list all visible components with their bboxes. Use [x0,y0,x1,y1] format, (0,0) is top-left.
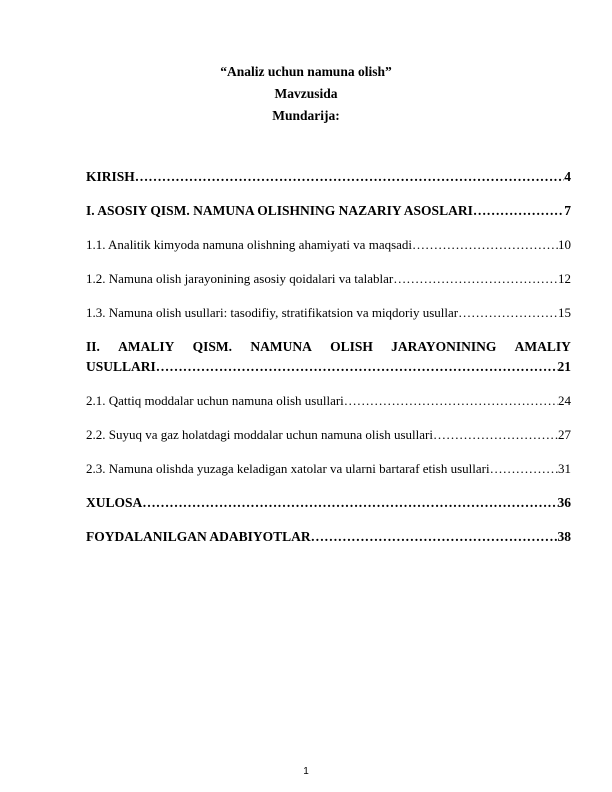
toc-leader-dots [156,357,558,377]
toc-entry-xulosa [86,493,571,513]
toc-leader-dots [433,425,558,445]
contents-heading: Mundarija: [272,108,340,123]
document-title: “Analiz uchun namuna olish” [220,64,392,79]
toc-entry-references [86,527,571,547]
toc-entry-page: 38 [557,529,571,544]
toc-entry-title: 2.1. Qattiq moddalar uchun namuna olish usullari [86,393,344,408]
toc-entry-title-line-2 [86,357,571,377]
toc-entry-page: 24 [558,393,571,408]
toc-entry-page: 7 [564,203,571,218]
toc-leader-dots [344,391,558,411]
toc-title-word: OLISH [330,339,373,354]
toc-entry-title: KIRISH [86,169,135,184]
toc-entry-1-1 [86,235,571,255]
toc-entry-page: 31 [558,461,571,476]
toc-entry-title: FOYDALANILGAN ADABIYOTLAR [86,529,311,544]
toc-entry-page: 27 [558,427,571,442]
toc-title-word: AMALIY [118,339,175,354]
toc-entry-title: 1.3. Namuna olish usullari: tasodifiy, stratifikatsion va miqdoriy usullar [86,305,459,320]
toc-entry-title: XULOSA [86,495,143,510]
toc-title-word: QISM. [192,339,233,354]
toc-entry-2-1 [86,391,571,411]
toc-entry-2-3 [86,459,571,479]
toc-entry-title: 2.2. Suyuq va gaz holatdagi moddalar uchun namuna olish usullari [86,427,433,442]
toc-entry-2-2 [86,425,571,445]
toc-title-word: II. [86,339,100,354]
table-of-contents [86,167,571,561]
document-subtitle: Mavzusida [274,86,338,101]
toc-leader-dots [135,167,564,187]
toc-entry-1-2 [86,269,571,289]
toc-leader-dots [412,235,558,255]
toc-entry-page: 21 [557,359,571,374]
toc-entry-title: 2.3. Namuna olishda yuzaga keladigan xatolar va ularni bartaraf etish usullari [86,461,490,476]
toc-title-word: NAMUNA [250,339,312,354]
toc-entry-title: 1.1. Analitik kimyoda namuna olishning ahamiyati va maqsadi [86,237,413,252]
toc-title-word: AMALIY [514,339,571,354]
toc-title-word: JARAYONINING [391,339,497,354]
toc-entry-kirish [86,167,571,187]
toc-entry-page: 12 [558,271,571,286]
toc-leader-dots [142,493,557,513]
toc-entry-title: 1.2. Namuna olish jarayonining asosiy qoidalari va talablar [86,271,394,286]
toc-leader-dots [473,201,564,221]
toc-entry-title: I. ASOSIY QISM. NAMUNA OLISHNING NAZARIY ASOSLARI [86,203,473,218]
toc-entry-title-line-1 [86,337,571,357]
toc-entry-title: USULLARI [86,359,156,374]
toc-leader-dots [490,459,558,479]
toc-leader-dots [393,269,558,289]
toc-leader-dots [311,527,558,547]
toc-entry-part-2 [86,337,571,377]
toc-entry-page: 4 [564,169,571,184]
toc-entry-page: 10 [558,237,571,252]
toc-entry-1-3 [86,303,571,323]
toc-entry-page: 36 [557,495,571,510]
toc-leader-dots [458,303,558,323]
toc-entry-page: 15 [558,305,571,320]
page-number: 1 [303,766,309,777]
toc-entry-part-1 [86,201,571,221]
